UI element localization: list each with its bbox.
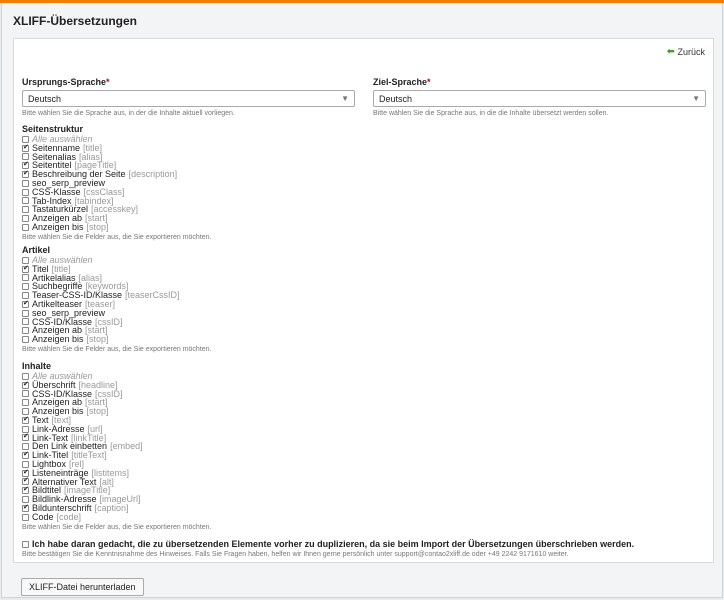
option-field-key: [stop] [86,406,109,417]
checkbox[interactable] [22,390,29,397]
option-field-key: [tabindex] [74,195,114,206]
option-field-key: [alias] [79,151,103,162]
option-label: Lightbox [32,458,67,469]
checkbox[interactable] [22,136,29,143]
confirm-label: Ich habe daran gedacht, die zu übersetzenden Elemente vorher zu duplizieren, da sie beim Import der Übersetzungen überschrieben werden. [32,539,635,549]
option-label: Bildlink-Adresse [32,494,97,505]
form-panel [13,38,714,563]
checkbox[interactable] [22,189,29,196]
option-field-key: [alias] [78,272,103,283]
field-option[interactable] [22,425,682,434]
field-option[interactable] [22,442,682,451]
option-field-key: [text] [51,414,72,425]
field-option[interactable] [22,205,682,214]
source-language-label: Ursprungs-Sprache [22,77,107,87]
checkbox[interactable] [22,318,29,325]
target-language-value: Deutsch [379,94,413,104]
option-label: CSS-Klasse [32,186,81,197]
checkbox[interactable] [22,470,29,477]
download-xliff-button[interactable]: XLIFF-Datei herunterladen [21,578,144,596]
field-group [22,245,682,353]
option-label: Bildtitel [32,485,62,496]
field-option[interactable] [22,291,682,300]
source-language-help: Bitte wählen Sie die Sprache aus, in der die Inhalte aktuell vorliegen. [22,110,235,117]
option-label: Anzeigen bis [32,221,84,232]
option-field-key: [description] [128,169,178,180]
checkbox[interactable] [22,399,29,406]
option-label: Artikelalias [32,272,76,283]
confirm-help: Bitte bestätigen Sie die Kenntnisnahme des Hinweises. Falls Sie Fragen haben, helfen wir Ihnen gerne persönlich unter support@contao2xliff.de oder +49 2242 9171610 weiter. [22,551,569,558]
confirm-section [22,539,712,558]
option-field-key: [imageTitle] [64,485,111,496]
checkbox[interactable] [22,206,29,213]
field-option[interactable] [22,265,682,274]
arrow-left-icon: ⬅ [666,46,675,56]
option-label: Text [32,414,49,425]
option-label: Anzeigen bis [32,406,84,417]
checkbox[interactable] [22,171,29,178]
option-field-key: [cssID] [95,388,123,399]
option-label: Link-Adresse [32,423,85,434]
field-option[interactable] [22,504,682,513]
field-option[interactable] [22,416,682,425]
group-help: Bitte wählen Sie die Felder aus, die Sie exportieren möchten. [22,345,212,353]
field-group [22,124,682,241]
field-option[interactable] [22,188,682,197]
checkbox[interactable] [22,153,29,160]
option-field-key: [title] [83,142,103,153]
checkbox[interactable] [22,310,29,317]
option-label: Suchbegriffe [32,281,83,292]
field-option[interactable] [22,153,682,162]
option-field-key: [embed] [110,441,143,452]
checkbox[interactable] [22,336,29,343]
option-label: Alle auswählen [32,255,93,265]
option-label: Alle auswählen [32,134,93,144]
confirm-option[interactable] [22,539,712,549]
main-frame [1,3,723,598]
group-help: Bitte wählen Sie die Felder aus, die Sie exportieren möchten. [22,523,212,531]
checkbox[interactable] [22,373,29,380]
field-option[interactable] [22,300,682,309]
checkbox[interactable] [22,408,29,415]
checkbox[interactable] [22,301,29,308]
checkbox[interactable] [22,180,29,187]
option-field-key: [rel] [69,458,85,469]
option-field-key: [caption] [94,502,129,513]
group-title: Artikel [22,245,51,255]
option-label: Seitentitel [32,160,72,171]
option-field-key: [keywords] [85,281,129,292]
option-field-key: [teaserCssID] [125,290,180,301]
checkbox[interactable] [22,505,29,512]
checkbox[interactable] [22,292,29,299]
field-option[interactable] [22,223,682,232]
field-option[interactable] [22,318,682,327]
field-option[interactable] [22,469,682,478]
option-label: CSS-ID/Klasse [32,316,93,327]
field-group [22,361,682,531]
option-field-key: [imageUrl] [99,494,141,505]
option-label: Den Link einbetten [32,441,108,452]
option-label: Anzeigen ab [32,397,83,408]
checkbox[interactable] [22,478,29,485]
checkbox[interactable] [22,514,29,521]
checkbox[interactable] [22,426,29,433]
option-label: Anzeigen ab [32,325,83,336]
option-field-key: [url] [87,423,103,434]
option-field-key: [titleText] [71,450,107,461]
group-title: Seitenstruktur [22,124,84,134]
option-field-key: [start] [85,213,108,224]
option-label: seo_serp_preview [32,177,106,188]
option-label: seo_serp_preview [32,307,106,318]
option-label: Code [32,511,54,522]
option-field-key: [code] [56,511,82,522]
select-all-option[interactable] [22,256,682,265]
field-option[interactable] [22,513,682,522]
required-mark: * [427,77,431,87]
field-option[interactable] [22,451,682,460]
option-label: Alle auswählen [32,371,93,381]
checkbox[interactable] [22,487,29,494]
checkbox[interactable] [22,417,29,424]
option-label: Link-Text [32,432,69,443]
option-label: Listeneinträge [32,467,89,478]
source-language-select[interactable] [22,90,355,107]
field-option[interactable] [22,398,682,407]
option-label: Anzeigen ab [32,213,83,224]
option-field-key: [cssID] [95,316,123,327]
field-option[interactable] [22,390,682,399]
option-label: Anzeigen bis [32,334,84,345]
checkbox[interactable] [22,452,29,459]
select-all-option[interactable] [22,135,682,144]
option-label: Überschrift [32,379,76,390]
option-field-key: [alt] [99,476,114,487]
source-language-field [22,77,355,117]
group-help: Bitte wählen Sie die Felder aus, die Sie exportieren möchten. [22,233,212,241]
field-option[interactable] [22,170,682,179]
option-field-key: [linkTitle] [71,432,107,443]
target-language-field [373,77,706,117]
option-label: Bildunterschrift [32,502,92,513]
option-field-key: [stop] [86,221,109,232]
checkbox[interactable] [22,496,29,503]
field-option[interactable] [22,326,682,335]
checkbox[interactable] [22,434,29,441]
back-link-label: Zurück [677,46,705,57]
field-option[interactable] [22,407,682,416]
checkbox[interactable] [22,224,29,231]
option-field-key: [start] [85,397,108,408]
checkbox[interactable] [22,274,29,281]
confirm-checkbox[interactable] [22,541,29,548]
option-field-key: [stop] [86,334,109,345]
option-label: CSS-ID/Klasse [32,388,93,399]
field-option[interactable] [22,144,682,153]
option-label: Teaser-CSS-ID/Klasse [32,290,123,301]
field-option[interactable] [22,478,682,487]
checkbox[interactable] [22,215,29,222]
option-field-key: [pageTitle] [74,160,117,171]
option-label: Seitenname [32,142,81,153]
checkbox[interactable] [22,197,29,204]
option-label: Seitenalias [32,151,77,162]
option-field-key: [listitems] [91,467,130,478]
option-label: Titel [32,263,49,274]
select-all-option[interactable] [22,372,682,381]
source-language-value: Deutsch [28,94,62,104]
option-field-key: [cssClass] [83,186,125,197]
target-language-label: Ziel-Sprache [373,77,428,87]
chevron-down-icon: ▼ [692,94,700,103]
option-field-key: [accesskey] [91,204,139,215]
checkbox[interactable] [22,266,29,273]
option-label: Artikelteaser [32,298,83,309]
checkbox[interactable] [22,145,29,152]
page-title: XLIFF-Übersetzungen [13,14,138,28]
field-option[interactable] [22,335,682,344]
checkbox[interactable] [22,443,29,450]
checkbox[interactable] [22,257,29,264]
checkbox[interactable] [22,461,29,468]
target-language-select[interactable] [373,90,706,107]
option-field-key: [title] [51,263,71,274]
checkbox[interactable] [22,283,29,290]
option-label: Link-Titel [32,450,69,461]
chevron-down-icon: ▼ [341,94,349,103]
required-mark: * [106,77,110,87]
group-title: Inhalte [22,361,52,371]
option-label: Alternativer Text [32,476,97,487]
checkbox[interactable] [22,327,29,334]
option-field-key: [headline] [78,379,118,390]
option-label: Tab-Index [32,195,72,206]
back-link[interactable] [667,46,705,57]
option-field-key: [teaser] [85,298,116,309]
target-language-help: Bitte wählen Sie die Sprache aus, in die die Inhalte übersetzt werden sollen. [373,110,609,117]
checkbox[interactable] [22,162,29,169]
field-option[interactable] [22,214,682,223]
checkbox[interactable] [22,382,29,389]
option-field-key: [start] [85,325,108,336]
option-label: Tastaturkürzel [32,204,89,215]
option-label: Beschreibung der Seite [32,169,126,180]
